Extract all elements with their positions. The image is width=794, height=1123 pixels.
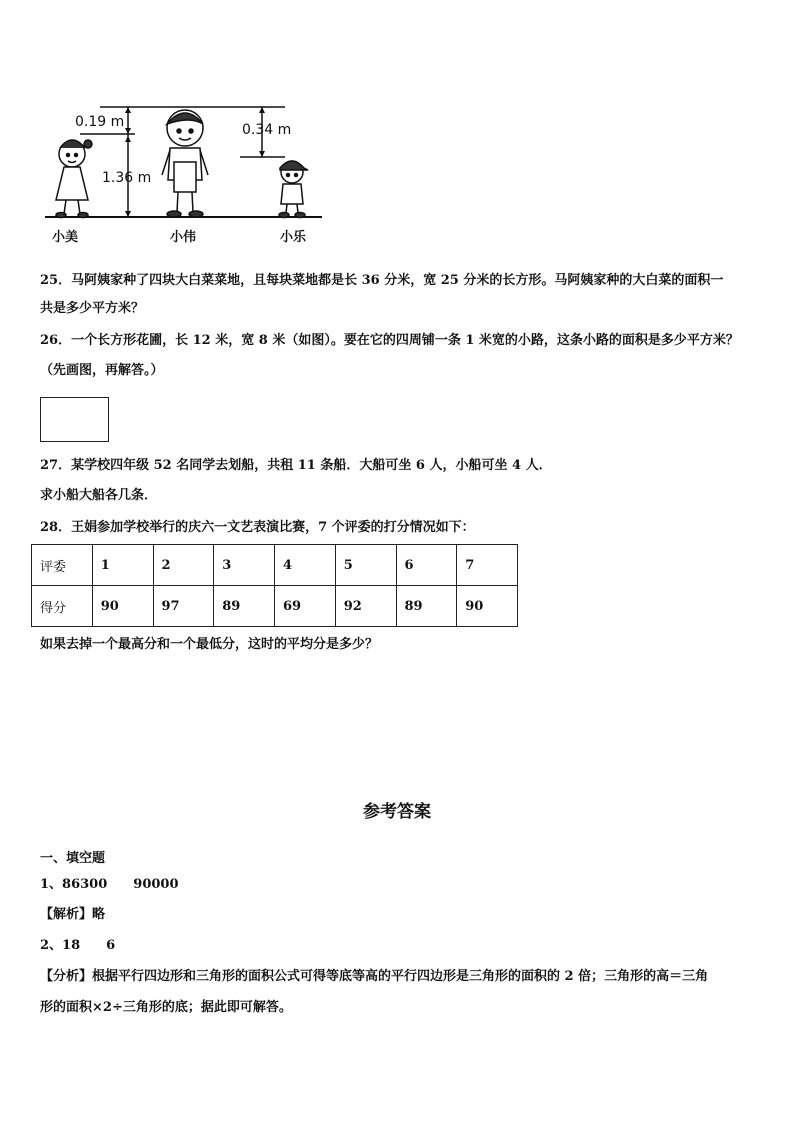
child-label-right: 小乐 [280, 230, 307, 245]
table-cell: 6 [396, 545, 457, 586]
tall-boy-figure [162, 110, 208, 217]
girl-figure [56, 140, 92, 218]
table-cell: 得分 [32, 586, 93, 627]
table-cell: 89 [214, 586, 275, 627]
table-cell: 89 [396, 586, 457, 627]
q25-line2: 共是多少平方米？ [40, 301, 145, 316]
height-figure [40, 100, 340, 250]
table-cell: 97 [153, 586, 214, 627]
answers-section1: 一、填空题 [40, 851, 106, 866]
answer-2-analysis-line2: 形的面积×2÷三角形的底；据此即可解答。 [40, 1000, 292, 1015]
table-cell: 5 [335, 545, 396, 586]
table-cell: 90 [457, 586, 518, 627]
q25-line1: 25．马阿姨家种了四块大白菜菜地，且每块菜地都是长 36 分米，宽 25 分米的长方形。马阿姨家种的大白菜的面积一 [40, 273, 724, 288]
q27-line1: 27．某学校四年级 52 名同学去划船，共租 11 条船．大船可坐 6 人，小船可坐 4 人． [40, 458, 552, 473]
table-cell: 69 [275, 586, 336, 627]
dim-label-top-right: 0.34 m [242, 122, 292, 138]
table-cell: 1 [92, 545, 153, 586]
table-row [32, 545, 518, 586]
table-cell: 4 [275, 545, 336, 586]
score-table [31, 544, 518, 627]
answer-2-analysis-line1: 【分析】根据平行四边形和三角形的面积公式可得等底等高的平行四边形是三角形的面积的 2 倍；三角形的高＝三角 [40, 969, 709, 984]
short-boy-figure [279, 161, 308, 218]
q28-question: 如果去掉一个最高分和一个最低分，这时的平均分是多少？ [40, 637, 379, 652]
q28-line1: 28．王娟参加学校举行的庆六一文艺表演比赛，7 个评委的打分情况如下： [40, 520, 475, 535]
rectangle-figure [40, 397, 109, 442]
table-cell: 90 [92, 586, 153, 627]
table-row [32, 586, 518, 627]
answer-2: 2、18 6 [40, 938, 116, 953]
table-cell: 3 [214, 545, 275, 586]
q27-line2: 求小船大船各几条． [40, 488, 158, 503]
child-label-middle: 小伟 [170, 230, 197, 245]
table-cell: 92 [335, 586, 396, 627]
table-cell: 7 [457, 545, 518, 586]
dim-label-top-left: 0.19 m [75, 114, 125, 130]
table-cell: 2 [153, 545, 214, 586]
child-label-left: 小美 [52, 230, 79, 245]
answers-title: 参考答案 [363, 802, 431, 822]
answer-1-analysis: 【解析】略 [40, 907, 106, 922]
q26-line2: （先画图，再解答。） [40, 363, 164, 378]
answer-1: 1、86300 90000 [40, 877, 179, 892]
dim-label-height: 1.36 m [102, 170, 152, 186]
q26-line1: 26．一个长方形花圃，长 12 米，宽 8 米（如图）。要在它的四周铺一条 1 米宽的小路，这条小路的面积是多少平方米？ [40, 333, 739, 348]
table-cell: 评委 [32, 545, 93, 586]
